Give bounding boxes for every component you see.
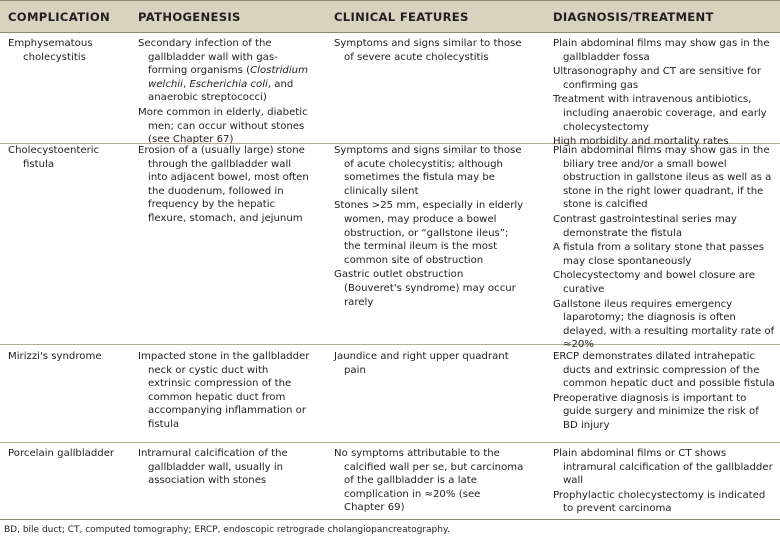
pathogenesis-cell [138, 37, 313, 147]
diagnosis-cell [553, 144, 775, 352]
diagnosis-cell [553, 350, 775, 433]
pathogenesis-item: Erosion of a (usually large) stone through the gallbladder wall into adjacent bowel, most often the duodenum, followed in frequency by the hepatic flexure, stomach, and jejunum [138, 145, 309, 224]
table-row [0, 443, 780, 520]
diagnosis-item: Cholecystectomy and bowel closure are curative [553, 270, 756, 295]
pathogenesis-item: Secondary infection of the gallbladder wall with gas-forming organisms (Clostridium welchii, Escherichia coli, and anaerobic streptococci) [138, 38, 308, 104]
diagnosis-item: Plain abdominal films may show gas in the biliary tree and/or a small bowel obstruction in gallstone ileus as well as a stone in the right lower quadrant, if the stone is calcified [553, 145, 772, 211]
header-pathogenesis: PATHOGENESIS [138, 10, 241, 24]
diagnosis-cell [553, 447, 775, 516]
header-complication: COMPLICATION [8, 10, 111, 24]
header-diagnosis-treatment: DIAGNOSIS/TREATMENT [553, 10, 714, 24]
table-row [0, 144, 780, 351]
complication-name: Emphysematous [8, 38, 93, 49]
clinical-item: Symptoms and signs similar to those of severe acute cholecystitis [334, 38, 522, 63]
clinical-cell [334, 37, 524, 64]
pathogenesis-item: Impacted stone in the gallbladder neck or cystic duct with extrinsic compression of the common hepatic duct from accompanying inflammation or fistula [138, 351, 310, 430]
pathogenesis-item: More common in elderly, diabetic men; can occur without stones (see Chapter 67) [138, 106, 308, 146]
diagnosis-item: A fistula from a solitary stone that passes may close spontaneously [553, 242, 765, 267]
diagnosis-item: Plain abdominal films may show gas in the gallbladder fossa [553, 38, 770, 63]
complication-name: Mirizzi's syndrome [8, 351, 102, 362]
diagnosis-item: Preoperative diagnosis is important to guide surgery and minimize the risk of BD injury [553, 392, 759, 431]
pathogenesis-item: Intramural calcification of the gallbladder wall, usually in association with stones [138, 448, 288, 487]
complication-name-line2: cholecystitis [23, 51, 86, 63]
pathogenesis-cell [138, 447, 313, 488]
complication-cell [8, 144, 126, 171]
clinical-item: Gastric outlet obstruction (Bouveret's syndrome) may occur rarely [334, 269, 516, 308]
complication-cell [8, 37, 126, 64]
diagnosis-item: Gallstone ileus requires emergency laparotomy; the diagnosis is often delayed, with a resulting mortality rate of ≈20% [553, 298, 775, 351]
clinical-item: No symptoms attributable to the calcified wall per se, but carcinoma of the gallbladder is a late complication in ≈20% (see Chapter 69) [334, 448, 524, 514]
diagnosis-item: Ultrasonography and CT are sensitive for confirming gas [553, 66, 761, 91]
diagnosis-item: Contrast gastrointestinal series may demonstrate the fistula [553, 213, 737, 239]
complication-cell [8, 350, 126, 364]
header-clinical-features: CLINICAL FEATURES [334, 10, 469, 24]
complication-cell [8, 447, 126, 461]
pathogenesis-cell [138, 350, 313, 432]
clinical-cell [334, 144, 524, 309]
complication-name: Cholecystoenteric [8, 145, 100, 156]
table-footnote: BD, bile duct; CT, computed tomography; ERCP, endoscopic retrograde cholangiopancreatography. [4, 525, 450, 535]
diagnosis-cell [553, 37, 775, 149]
table-row [0, 345, 780, 443]
table-header [0, 0, 780, 33]
diagnosis-item: ERCP demonstrates dilated intrahepatic ducts and extrinsic compression of the common hepatic duct and possible fistula [553, 351, 775, 390]
complication-name: Porcelain gallbladder [8, 448, 115, 459]
pathogenesis-cell [138, 144, 313, 226]
diagnosis-item: Treatment with intravenous antibiotics, including anaerobic coverage, and early cholecystectomy [553, 94, 767, 133]
clinical-item: Symptoms and signs similar to those of acute cholecystitis; although sometimes the fistula may be clinically silent [334, 145, 522, 197]
clinical-cell [334, 350, 524, 377]
diagnosis-item: High morbidity and mortality rates [553, 136, 729, 148]
diagnosis-item: Prophylactic cholecystectomy is indicated to prevent carcinoma [553, 489, 766, 515]
table-row [0, 33, 780, 148]
clinical-item: Stones >25 mm, especially in elderly women, may produce a bowel obstruction, or “gallstone ileus”; the terminal ileum is the most common site of obstruction [334, 200, 524, 266]
clinical-item: Jaundice and right upper quadrant pain [334, 351, 509, 376]
clinical-cell [334, 447, 524, 515]
complication-name-line2: fistula [23, 158, 55, 170]
diagnosis-item: Plain abdominal films or CT shows intramural calcification of the gallbladder wall [553, 448, 773, 487]
